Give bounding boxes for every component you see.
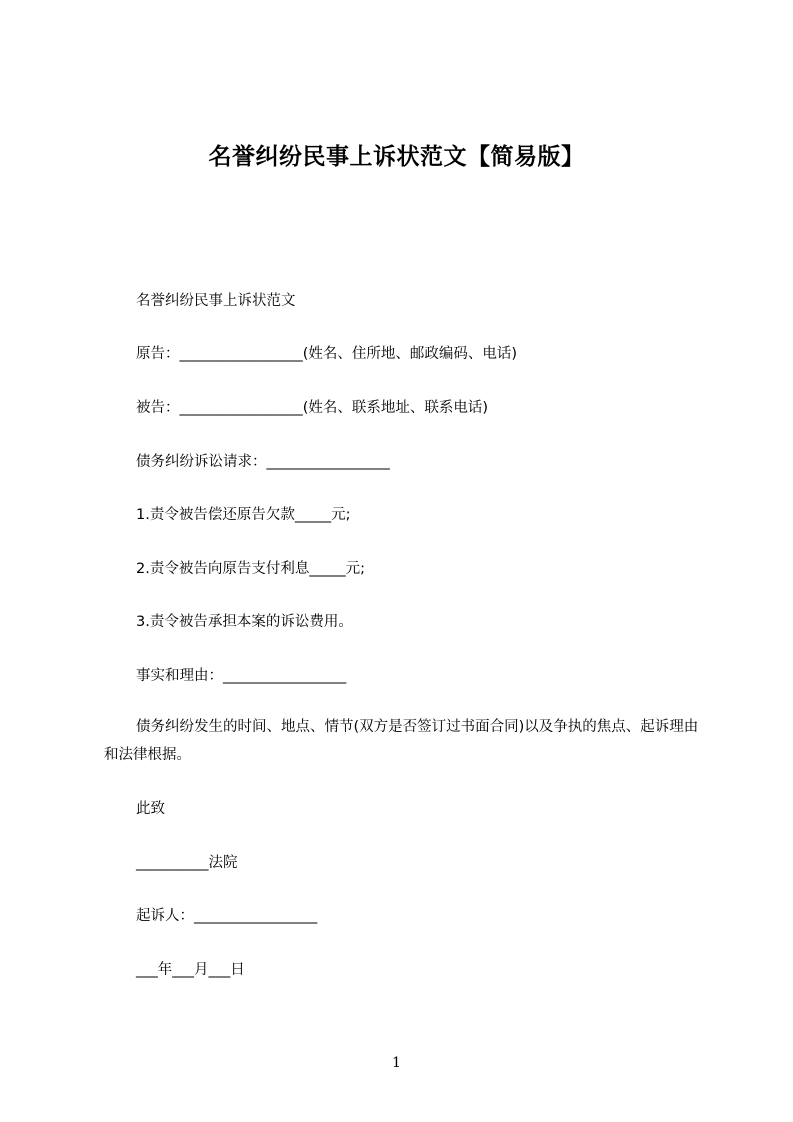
document-heading-line: 名誉纠纷民事上诉状范文 — [136, 293, 296, 309]
plaintiff-line: 原告：_________________(姓名、住所地、邮政编码、电话) — [136, 346, 518, 362]
claim-item-2: 2.责令被告向原告支付利息_____元; — [136, 561, 365, 577]
claim-item-1: 1.责令被告偿还原告欠款_____元; — [136, 507, 351, 523]
document-title: 名誉纠纷民事上诉状范文【简易版】 — [208, 144, 585, 170]
claims-heading-line: 债务纠纷诉讼请求：_________________ — [136, 454, 390, 470]
facts-paragraph: 债务纠纷发生的时间、地点、情节(双方是否签订过书面合同)以及争执的焦点、起诉理由和法律根据。 — [104, 719, 699, 763]
page-number: 1 — [392, 1055, 401, 1071]
facts-heading-line: 事实和理由：_________________ — [136, 668, 347, 684]
defendant-line: 被告：_________________(姓名、联系地址、联系电话) — [136, 400, 489, 416]
court-line: __________法院 — [136, 855, 238, 871]
date-line: ___年___月___日 — [136, 962, 245, 978]
salutation-line: 此致 — [136, 801, 165, 817]
claim-item-3: 3.责令被告承担本案的诉讼费用。 — [136, 614, 353, 630]
plaintiff-signature-line: 起诉人：_________________ — [136, 908, 318, 924]
